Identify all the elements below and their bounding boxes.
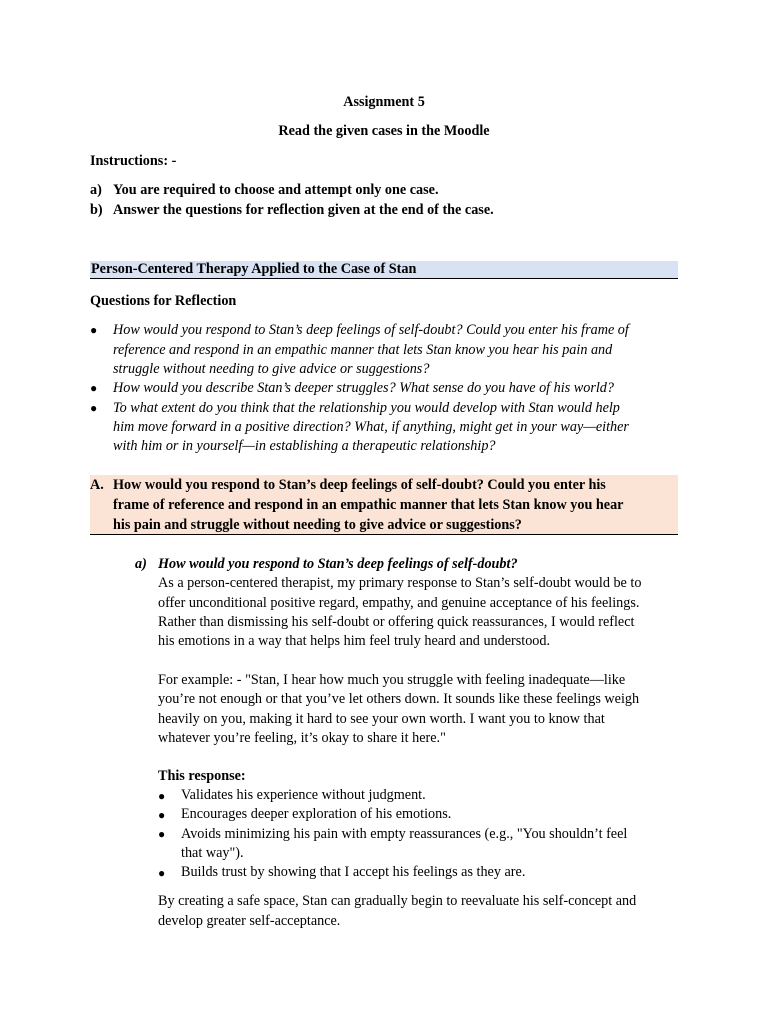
instruction-item: Answer the questions for reflection given at the end of the case. xyxy=(113,202,494,218)
paragraph-line: you’re not enough or that you’ve let others down. It sounds like these feelings weigh xyxy=(158,691,640,707)
paragraph-line: As a person-centered therapist, my primary response to Stan’s self-doubt would be to xyxy=(158,575,642,591)
assignment-title: Assignment 5 xyxy=(343,94,425,110)
question-line: struggle without needing to give advice or suggestions? xyxy=(113,361,430,377)
bullet-icon: ● xyxy=(90,401,98,415)
paragraph-line: By creating a safe space, Stan can gradually begin to reevaluate his self-concept and xyxy=(158,893,637,909)
bullet-icon: ● xyxy=(90,381,98,395)
paragraph-line: Rather than dismissing his self-doubt or offering quick reassurances, I would reflect xyxy=(158,614,635,630)
case-heading-bar xyxy=(90,261,678,279)
question-line: him move forward in a positive direction? What, if anything, might get in your way—either xyxy=(113,419,629,435)
paragraph-line: offer unconditional positive regard, empathy, and genuine acceptance of his feelings. xyxy=(158,595,640,611)
case-heading: Person-Centered Therapy Applied to the Case of Stan xyxy=(91,261,417,277)
instruction-marker: b) xyxy=(90,202,103,218)
answer-a-question-line: How would you respond to Stan’s deep feelings of self-doubt? Could you enter his xyxy=(113,477,606,493)
bullet-icon: ● xyxy=(158,866,166,880)
paragraph-line: whatever you’re feeling, it’s okay to share it here." xyxy=(158,730,446,746)
question-line: How would you respond to Stan’s deep feelings of self-doubt? Could you enter his frame of xyxy=(113,322,629,338)
answer-a-question-box xyxy=(90,475,678,535)
paragraph-line: For example: - "Stan, I hear how much you struggle with feeling inadequate—like xyxy=(158,672,626,688)
response-item: Encourages deeper exploration of his emotions. xyxy=(181,806,452,822)
instruction-item: You are required to choose and attempt only one case. xyxy=(113,182,439,198)
question-line: with him or in yourself—in establishing a therapeutic relationship? xyxy=(113,438,496,454)
paragraph-line: his emotions in a way that helps him feel truly heard and understood. xyxy=(158,633,551,649)
answer-a-marker: A. xyxy=(90,477,104,493)
bullet-icon: ● xyxy=(158,827,166,841)
questions-label: Questions for Reflection xyxy=(90,293,237,309)
sub-question-marker: a) xyxy=(135,556,147,572)
bullet-icon: ● xyxy=(90,323,98,337)
question-line: reference and respond in an empathic manner that lets Stan know you hear his pain and xyxy=(113,342,613,358)
sub-question: How would you respond to Stan’s deep feelings of self-doubt? xyxy=(158,556,518,572)
response-item: that way"). xyxy=(181,845,244,861)
instructions-label: Instructions: - xyxy=(90,153,177,169)
paragraph-line: heavily on you, making it hard to see your own worth. I want you to know that xyxy=(158,711,605,727)
question-line: How would you describe Stan’s deeper struggles? What sense do you have of his world? xyxy=(113,380,614,396)
bullet-icon: ● xyxy=(158,789,166,803)
instruction-marker: a) xyxy=(90,182,102,198)
response-item: Builds trust by showing that I accept his feelings as they are. xyxy=(181,864,526,880)
assignment-subtitle: Read the given cases in the Moodle xyxy=(278,123,490,139)
question-line: To what extent do you think that the relationship you would develop with Stan would help xyxy=(113,400,620,416)
bullet-icon: ● xyxy=(158,808,166,822)
paragraph-line: develop greater self-acceptance. xyxy=(158,913,341,929)
answer-a-question-line: his pain and struggle without needing to give advice or suggestions? xyxy=(113,517,522,533)
response-label: This response: xyxy=(158,768,246,784)
response-item: Avoids minimizing his pain with empty reassurances (e.g., "You shouldn’t feel xyxy=(181,826,628,842)
answer-a-question-line: frame of reference and respond in an empathic manner that lets Stan know you hear xyxy=(113,497,624,513)
response-item: Validates his experience without judgment. xyxy=(181,787,426,803)
